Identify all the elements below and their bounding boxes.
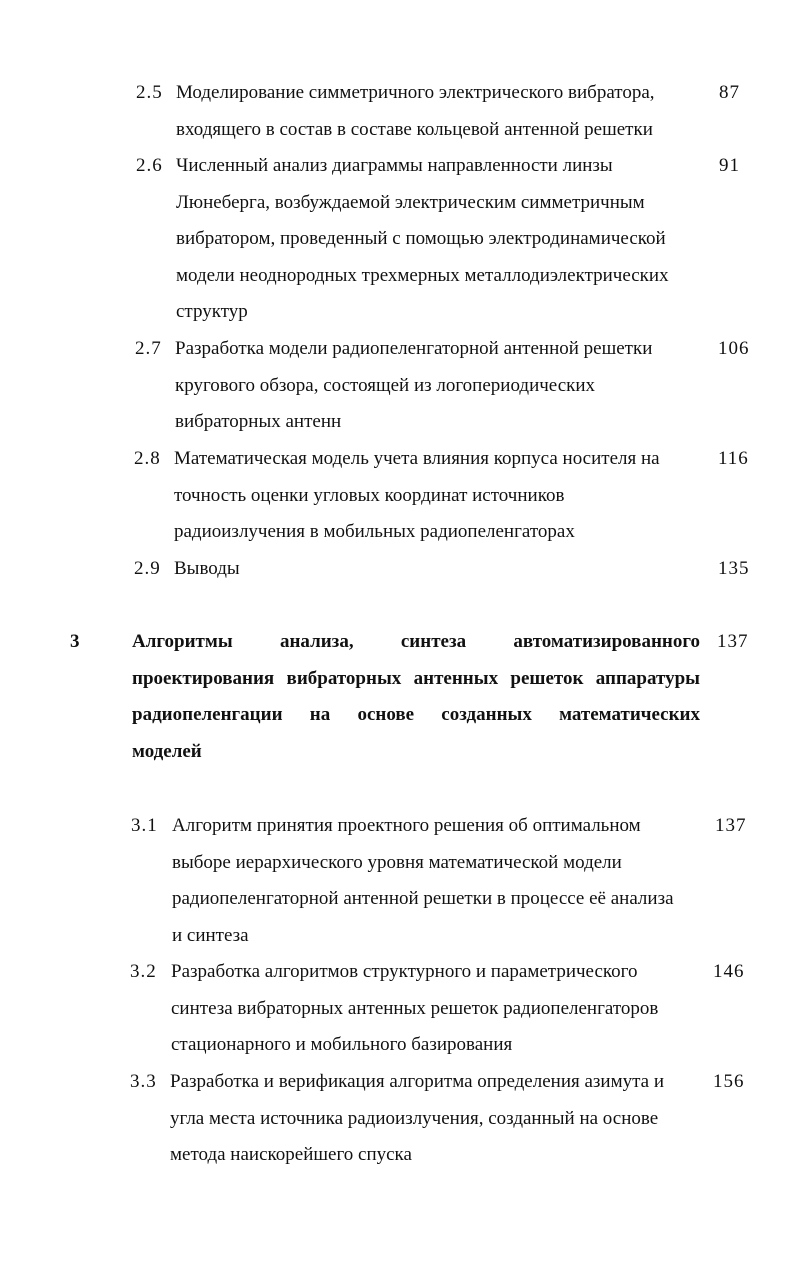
toc-entry-title-line: Математическая модель учета влияния корпуса носителя на: [174, 448, 660, 469]
toc-entry-page: 135: [718, 558, 750, 579]
toc-chapter-title-line: моделей: [132, 740, 202, 762]
toc-entry-page: 146: [713, 961, 745, 982]
toc-entry-page: 116: [718, 448, 749, 469]
toc-entry-title-line: входящего в состав в составе кольцевой антенной решетки: [176, 118, 653, 140]
toc-entry-title-line: кругового обзора, состоящей из логопериодических: [175, 374, 596, 396]
toc-entry-page: 106: [718, 338, 750, 359]
toc-entry-title: [172, 808, 702, 954]
toc-entry-title: [170, 1064, 700, 1174]
toc-entry-number: 3.3: [130, 1071, 157, 1092]
toc-entry-title: [176, 75, 706, 148]
toc-entry-title-line: вибраторных антенн: [175, 411, 342, 432]
toc-entry-title: [175, 331, 705, 441]
toc-entry-title: [176, 148, 706, 331]
toc-entry-title-line: вибратором, проведенный с помощью электродинамической: [176, 228, 666, 249]
toc-entry-title-line: Алгоритм принятия проектного решения об оптимальном: [172, 815, 641, 836]
toc-entry-title: [171, 954, 701, 1064]
toc-entry-number: 3.2: [130, 961, 157, 982]
toc-entry-page: 156: [713, 1071, 745, 1092]
toc-entry-page: 137: [715, 815, 747, 836]
toc-chapter-title-line: Алгоритмы анализа, синтеза автоматизированного: [132, 631, 700, 652]
toc-chapter-title-line: радиопеленгации на основе созданных математических: [132, 704, 700, 725]
toc-entry-title-line: стационарного и мобильного базирования: [171, 1034, 513, 1055]
toc-entry-number: 2.6: [136, 155, 163, 176]
toc-entry-title-line: Разработка алгоритмов структурного и параметрического: [171, 961, 638, 982]
toc-entry-number: 2.8: [134, 448, 161, 469]
toc-entry-title-line: и синтеза: [172, 924, 249, 946]
toc-chapter-number: 3: [70, 631, 81, 652]
toc-entry-title-line: Люнеберга, возбуждаемой электрическим симметричным: [176, 191, 645, 213]
toc-entry-title-line: Разработка модели радиопеленгаторной антенной решетки: [175, 338, 653, 359]
toc-entry-title: [174, 551, 704, 588]
toc-entry-number: 2.7: [135, 338, 162, 359]
toc-chapter-page: 137: [717, 631, 749, 652]
toc-entry-title-line: точность оценки угловых координат источников: [174, 484, 565, 506]
toc-entry-title-line: структур: [176, 301, 248, 322]
toc-entry-page: 87: [719, 82, 740, 103]
toc-entry-title-line: Разработка и верификация алгоритма определения азимута и: [170, 1071, 664, 1092]
toc-entry-number: 2.9: [134, 558, 161, 579]
toc-entry-page: 91: [719, 155, 740, 176]
toc-entry-title-line: Моделирование симметричного электрического вибратора,: [176, 82, 655, 103]
toc-entry-title-line: модели неоднородных трехмерных металлодиэлектрических: [176, 264, 669, 286]
toc-entry-title-line: метода наискорейшего спуска: [170, 1144, 412, 1165]
toc-entry-number: 2.5: [136, 82, 163, 103]
toc-entry-title: [174, 441, 704, 551]
toc-entry-title-line: Численный анализ диаграммы направленности линзы: [176, 155, 613, 176]
toc-chapter-title: [132, 624, 700, 770]
toc-chapter-title-line: проектирования вибраторных антенных решеток аппаратуры: [132, 667, 700, 689]
toc-entry-title-line: Выводы: [174, 558, 240, 579]
toc-entry-title-line: радиоизлучения в мобильных радиопеленгаторах: [174, 521, 575, 542]
toc-entry-title-line: синтеза вибраторных антенных решеток радиопеленгаторов: [171, 997, 659, 1019]
toc-entry-title-line: угла места источника радиоизлучения, созданный на основе: [170, 1107, 659, 1129]
toc-entry-title-line: радиопеленгаторной антенной решетки в процессе её анализа: [172, 888, 674, 909]
toc-entry-title-line: выборе иерархического уровня математической модели: [172, 851, 622, 873]
toc-entry-number: 3.1: [131, 815, 158, 836]
